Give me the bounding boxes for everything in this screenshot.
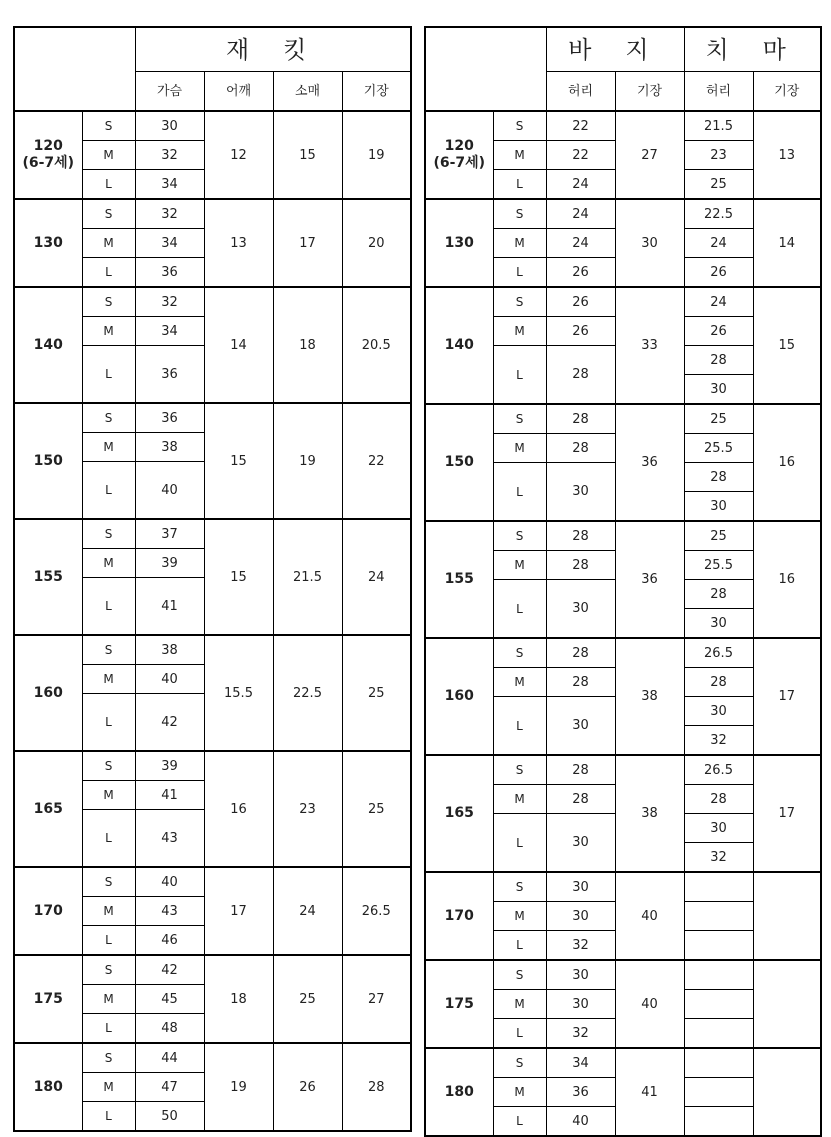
- size-letter: S: [82, 287, 135, 317]
- jacket-col-header: 어깨: [204, 72, 273, 112]
- bottoms-size-table: [424, 26, 822, 1137]
- pants-length-value: 40: [615, 872, 684, 960]
- size-group-label: 130: [425, 199, 493, 287]
- pants-waist-value: 28: [546, 404, 615, 434]
- shoulder-value: 15.5: [204, 635, 273, 751]
- pants-waist-value: 24: [546, 199, 615, 229]
- chest-value: 41: [135, 578, 204, 636]
- sleeve-value: 21.5: [273, 519, 342, 635]
- size-letter: M: [493, 668, 546, 697]
- skirt-waist-value: 22.5: [684, 199, 753, 229]
- skirt-waist-value: 28: [684, 346, 753, 375]
- size-group-label: 170: [425, 872, 493, 960]
- skirt-waist-value: [684, 902, 753, 931]
- size-group-label: 170: [14, 867, 82, 955]
- size-letter: S: [493, 111, 546, 141]
- skirt-title: 치 마: [684, 27, 821, 72]
- chest-value: 40: [135, 867, 204, 897]
- size-group-label: 140: [425, 287, 493, 404]
- skirt-waist-value: 24: [684, 229, 753, 258]
- size-group-label: 140: [14, 287, 82, 403]
- sleeve-value: 25: [273, 955, 342, 1043]
- size-letter: M: [82, 985, 135, 1014]
- size-letter: L: [82, 578, 135, 636]
- skirt-waist-value: 26.5: [684, 755, 753, 785]
- length-value: 28: [342, 1043, 411, 1131]
- size-letter: M: [82, 549, 135, 578]
- pants-waist-value: 36: [546, 1078, 615, 1107]
- pants-waist-value: 30: [546, 872, 615, 902]
- skirt-waist-value: 28: [684, 785, 753, 814]
- size-letter: L: [82, 1102, 135, 1132]
- size-letter: L: [493, 580, 546, 639]
- skirt-waist-value: 30: [684, 492, 753, 522]
- size-group-label: 180: [425, 1048, 493, 1136]
- chest-value: 40: [135, 462, 204, 520]
- size-group-label: 160: [14, 635, 82, 751]
- length-value: 20: [342, 199, 411, 287]
- pants-waist-value: 28: [546, 785, 615, 814]
- jacket-col-header: 가슴: [135, 72, 204, 112]
- size-letter: M: [82, 229, 135, 258]
- chest-value: 34: [135, 317, 204, 346]
- size-letter: S: [493, 960, 546, 990]
- size-letter: L: [493, 1107, 546, 1137]
- skirt-length-value: 16: [753, 521, 821, 638]
- sleeve-value: 19: [273, 403, 342, 519]
- skirt-waist-value: 30: [684, 609, 753, 639]
- sleeve-value: 23: [273, 751, 342, 867]
- pants-length-value: 41: [615, 1048, 684, 1136]
- shoulder-value: 14: [204, 287, 273, 403]
- skirt-length-value: [753, 960, 821, 1048]
- pants-col-header: 기장: [615, 72, 684, 112]
- pants-waist-value: 32: [546, 931, 615, 961]
- chest-value: 42: [135, 694, 204, 752]
- chest-value: 43: [135, 810, 204, 868]
- size-letter: L: [493, 170, 546, 200]
- size-letter: M: [82, 897, 135, 926]
- size-letter: L: [493, 258, 546, 288]
- sleeve-value: 15: [273, 111, 342, 199]
- chest-value: 36: [135, 403, 204, 433]
- pants-waist-value: 26: [546, 287, 615, 317]
- shoulder-value: 16: [204, 751, 273, 867]
- pants-waist-value: 28: [546, 551, 615, 580]
- size-letter: M: [493, 1078, 546, 1107]
- skirt-waist-value: 28: [684, 463, 753, 492]
- skirt-length-value: 17: [753, 755, 821, 872]
- skirt-waist-value: 25.5: [684, 434, 753, 463]
- size-letter: L: [493, 463, 546, 522]
- pants-length-value: 36: [615, 404, 684, 521]
- size-letter: L: [493, 814, 546, 873]
- chest-value: 43: [135, 897, 204, 926]
- pants-waist-value: 22: [546, 111, 615, 141]
- skirt-waist-value: 25: [684, 404, 753, 434]
- pants-length-value: 27: [615, 111, 684, 199]
- size-letter: S: [82, 751, 135, 781]
- skirt-col-header: 허리: [684, 72, 753, 112]
- pants-length-value: 33: [615, 287, 684, 404]
- size-group-label: 175: [14, 955, 82, 1043]
- sleeve-value: 18: [273, 287, 342, 403]
- chest-value: 48: [135, 1014, 204, 1044]
- size-letter: S: [493, 755, 546, 785]
- size-letter: S: [82, 635, 135, 665]
- skirt-length-value: 14: [753, 199, 821, 287]
- skirt-waist-value: [684, 872, 753, 902]
- size-letter: M: [82, 433, 135, 462]
- chest-value: 41: [135, 781, 204, 810]
- skirt-length-value: [753, 872, 821, 960]
- header-blank: [14, 27, 135, 111]
- sleeve-value: 24: [273, 867, 342, 955]
- shoulder-value: 15: [204, 519, 273, 635]
- pants-waist-value: 34: [546, 1048, 615, 1078]
- pants-col-header: 허리: [546, 72, 615, 112]
- skirt-waist-value: 32: [684, 843, 753, 873]
- size-letter: L: [82, 926, 135, 956]
- pants-waist-value: 28: [546, 346, 615, 405]
- size-letter: S: [82, 867, 135, 897]
- pants-title: 바 지: [546, 27, 684, 72]
- size-letter: S: [493, 872, 546, 902]
- jacket-title: 재 킷: [135, 27, 411, 72]
- size-group-label: 150: [14, 403, 82, 519]
- size-group-label: 120 (6-7세): [14, 111, 82, 199]
- pants-waist-value: 28: [546, 521, 615, 551]
- size-group-label: 155: [14, 519, 82, 635]
- skirt-waist-value: 26.5: [684, 638, 753, 668]
- pants-waist-value: 30: [546, 902, 615, 931]
- size-letter: M: [493, 317, 546, 346]
- skirt-length-value: 15: [753, 287, 821, 404]
- pants-waist-value: 28: [546, 668, 615, 697]
- sleeve-value: 26: [273, 1043, 342, 1131]
- pants-waist-value: 30: [546, 960, 615, 990]
- pants-length-value: 38: [615, 638, 684, 755]
- skirt-waist-value: [684, 1107, 753, 1137]
- size-letter: S: [82, 1043, 135, 1073]
- size-letter: L: [82, 1014, 135, 1044]
- skirt-waist-value: 24: [684, 287, 753, 317]
- size-group-label: 120 (6-7세): [425, 111, 493, 199]
- size-group-label: 130: [14, 199, 82, 287]
- size-letter: L: [493, 346, 546, 405]
- skirt-waist-value: [684, 1078, 753, 1107]
- chest-value: 34: [135, 170, 204, 200]
- size-letter: M: [82, 141, 135, 170]
- pants-waist-value: 22: [546, 141, 615, 170]
- chest-value: 38: [135, 635, 204, 665]
- length-value: 26.5: [342, 867, 411, 955]
- size-letter: S: [493, 287, 546, 317]
- skirt-waist-value: 26: [684, 317, 753, 346]
- jacket-col-header: 소매: [273, 72, 342, 112]
- size-letter: M: [82, 665, 135, 694]
- shoulder-value: 18: [204, 955, 273, 1043]
- size-letter: S: [493, 521, 546, 551]
- skirt-length-value: 17: [753, 638, 821, 755]
- skirt-waist-value: 21.5: [684, 111, 753, 141]
- size-group-label: 175: [425, 960, 493, 1048]
- size-letter: S: [82, 403, 135, 433]
- chest-value: 44: [135, 1043, 204, 1073]
- skirt-length-value: [753, 1048, 821, 1136]
- size-group-label: 165: [14, 751, 82, 867]
- size-letter: L: [493, 697, 546, 756]
- chest-value: 45: [135, 985, 204, 1014]
- pants-waist-value: 40: [546, 1107, 615, 1137]
- skirt-waist-value: 30: [684, 697, 753, 726]
- size-letter: S: [493, 404, 546, 434]
- jacket-size-table: [13, 26, 412, 1132]
- chest-value: 32: [135, 199, 204, 229]
- size-group-label: 165: [425, 755, 493, 872]
- skirt-waist-value: 30: [684, 814, 753, 843]
- length-value: 25: [342, 635, 411, 751]
- pants-waist-value: 32: [546, 1019, 615, 1049]
- size-group-label: 160: [425, 638, 493, 755]
- skirt-waist-value: [684, 1019, 753, 1049]
- size-letter: S: [82, 519, 135, 549]
- size-letter: S: [82, 955, 135, 985]
- skirt-waist-value: 28: [684, 580, 753, 609]
- skirt-length-value: 13: [753, 111, 821, 199]
- size-letter: M: [493, 551, 546, 580]
- chest-value: 39: [135, 751, 204, 781]
- shoulder-value: 12: [204, 111, 273, 199]
- size-letter: S: [82, 199, 135, 229]
- size-letter: M: [82, 1073, 135, 1102]
- pants-waist-value: 28: [546, 638, 615, 668]
- skirt-waist-value: 30: [684, 375, 753, 405]
- chest-value: 30: [135, 111, 204, 141]
- skirt-waist-value: 32: [684, 726, 753, 756]
- pants-waist-value: 24: [546, 229, 615, 258]
- skirt-waist-value: [684, 1048, 753, 1078]
- pants-length-value: 30: [615, 199, 684, 287]
- pants-waist-value: 26: [546, 258, 615, 288]
- pants-waist-value: 30: [546, 580, 615, 639]
- skirt-waist-value: 26: [684, 258, 753, 288]
- pants-waist-value: 30: [546, 463, 615, 522]
- size-letter: M: [493, 434, 546, 463]
- skirt-waist-value: [684, 931, 753, 961]
- pants-length-value: 38: [615, 755, 684, 872]
- size-letter: S: [493, 199, 546, 229]
- size-letter: L: [82, 170, 135, 200]
- pants-waist-value: 24: [546, 170, 615, 200]
- size-letter: L: [82, 810, 135, 868]
- length-value: 27: [342, 955, 411, 1043]
- chest-value: 32: [135, 141, 204, 170]
- size-group-label: 180: [14, 1043, 82, 1131]
- sleeve-value: 17: [273, 199, 342, 287]
- chest-value: 34: [135, 229, 204, 258]
- length-value: 24: [342, 519, 411, 635]
- skirt-waist-value: 25: [684, 170, 753, 200]
- chest-value: 42: [135, 955, 204, 985]
- shoulder-value: 17: [204, 867, 273, 955]
- shoulder-value: 15: [204, 403, 273, 519]
- size-letter: M: [493, 141, 546, 170]
- chest-value: 37: [135, 519, 204, 549]
- size-letter: M: [493, 990, 546, 1019]
- size-group-label: 155: [425, 521, 493, 638]
- size-group-label: 150: [425, 404, 493, 521]
- size-letter: S: [493, 1048, 546, 1078]
- sleeve-value: 22.5: [273, 635, 342, 751]
- skirt-waist-value: 23: [684, 141, 753, 170]
- length-value: 22: [342, 403, 411, 519]
- size-letter: S: [82, 111, 135, 141]
- pants-waist-value: 28: [546, 434, 615, 463]
- size-letter: L: [82, 694, 135, 752]
- skirt-length-value: 16: [753, 404, 821, 521]
- chest-value: 36: [135, 258, 204, 288]
- size-letter: L: [82, 462, 135, 520]
- pants-length-value: 40: [615, 960, 684, 1048]
- chest-value: 36: [135, 346, 204, 404]
- pants-waist-value: 30: [546, 697, 615, 756]
- size-letter: M: [493, 785, 546, 814]
- chest-value: 50: [135, 1102, 204, 1132]
- pants-waist-value: 28: [546, 755, 615, 785]
- pants-waist-value: 30: [546, 814, 615, 873]
- size-letter: M: [82, 781, 135, 810]
- skirt-waist-value: 25: [684, 521, 753, 551]
- size-letter: L: [493, 931, 546, 961]
- chest-value: 38: [135, 433, 204, 462]
- pants-length-value: 36: [615, 521, 684, 638]
- shoulder-value: 19: [204, 1043, 273, 1131]
- size-letter: M: [493, 902, 546, 931]
- size-letter: M: [82, 317, 135, 346]
- skirt-col-header: 기장: [753, 72, 821, 112]
- length-value: 19: [342, 111, 411, 199]
- skirt-waist-value: 28: [684, 668, 753, 697]
- chest-value: 46: [135, 926, 204, 956]
- pants-waist-value: 26: [546, 317, 615, 346]
- jacket-col-header: 기장: [342, 72, 411, 112]
- pants-waist-value: 30: [546, 990, 615, 1019]
- skirt-waist-value: 25.5: [684, 551, 753, 580]
- length-value: 25: [342, 751, 411, 867]
- size-letter: M: [493, 229, 546, 258]
- shoulder-value: 13: [204, 199, 273, 287]
- size-letter: S: [493, 638, 546, 668]
- skirt-waist-value: [684, 990, 753, 1019]
- chest-value: 47: [135, 1073, 204, 1102]
- size-letter: L: [493, 1019, 546, 1049]
- header-blank: [425, 27, 546, 111]
- size-letter: L: [82, 346, 135, 404]
- chest-value: 40: [135, 665, 204, 694]
- chest-value: 39: [135, 549, 204, 578]
- chest-value: 32: [135, 287, 204, 317]
- skirt-waist-value: [684, 960, 753, 990]
- size-letter: L: [82, 258, 135, 288]
- length-value: 20.5: [342, 287, 411, 403]
